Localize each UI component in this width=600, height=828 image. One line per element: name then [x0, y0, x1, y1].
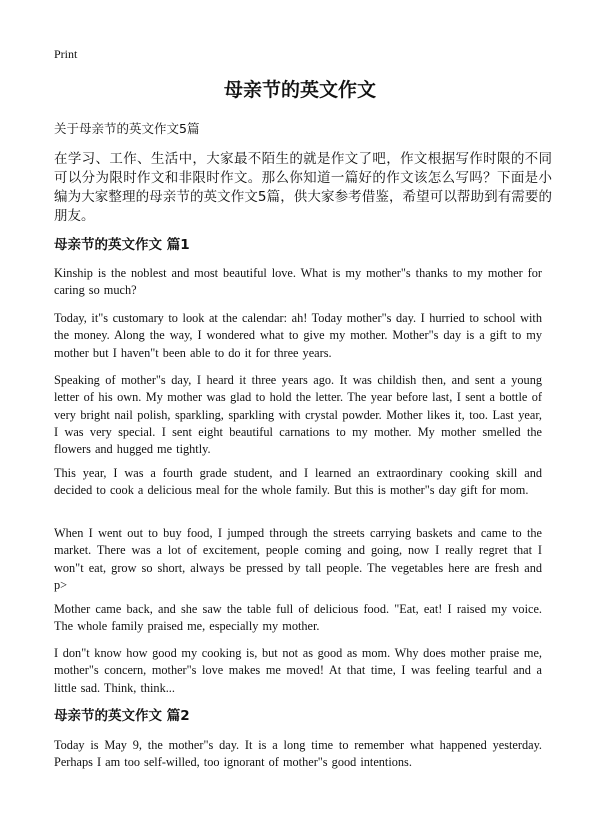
section-heading-1: 母亲节的英文作文 篇1: [54, 237, 190, 253]
paragraph: Today is May 9, the mother"s day. It is a long time to remember what happened yesterday. Perhaps I am too self-willed, too ignorant of mother"s good intentions.: [54, 738, 542, 770]
paragraph: Mother came back, and she saw the table full of delicious food. "Eat, eat! I raised my voice. The whole family praised me, especially my mother.: [54, 602, 542, 634]
paragraph: Kinship is the noblest and most beautiful love. What is my mother"s thanks to my mother for caring so much?: [54, 266, 542, 298]
print-label: Print: [54, 47, 78, 61]
paragraph: When I went out to buy food, I jumped through the streets carrying baskets and came to the market. There was a lot of excitement, people coming and going, now I really regret that I won"t eat, grow so short, always be pressed by tall people. The vegetables here are fresh and p>: [54, 526, 542, 592]
paragraph: Speaking of mother"s day, I heard it three years ago. It was childish then, and sent a young letter of his own. My mother was glad to hold the letter. The year before last, I sent a bottle of very bright nail polish, sparkling, sparkling with crystal powder. Mother likes it, too. Last year, I was very special. I sent eight beautiful carnations to my mother. My mother smelled the flowers and hugged me tightly.: [54, 373, 542, 457]
paragraph: Today, it"s customary to look at the calendar: ah! Today mother"s day. I hurried to school with the money. Along the way, I wondered what to give my mother. Mother"s day is a gift to my mother but I haven"t been able to do it for three years.: [54, 311, 542, 360]
paragraph: This year, I was a fourth grade student, and I learned an extraordinary cooking skill and decided to cook a delicious meal for the whole family. But this is mother"s day gift for mom.: [54, 466, 542, 498]
intro-paragraph: 在学习、工作、生活中，大家最不陌生的就是作文了吧，作文根据写作时限的不同可以分为限时作文和非限时作文。那么你知道一篇好的作文该怎么写吗？下面是小编为大家整理的母亲节的英文作文5篇，供大家参考借鉴，希望可以帮助到有需要的朋友。: [54, 151, 552, 224]
document-subtitle: 关于母亲节的英文作文5篇: [54, 121, 200, 136]
section-heading-2: 母亲节的英文作文 篇2: [54, 708, 190, 724]
page-title: 母亲节的英文作文: [223, 79, 376, 101]
paragraph: I don"t know how good my cooking is, but not as good as mom. Why does mother praise me, mother"s concern, mother"s love makes me moved! At that time, I was feeling tearful and a little sad. Think, think...: [54, 646, 542, 695]
